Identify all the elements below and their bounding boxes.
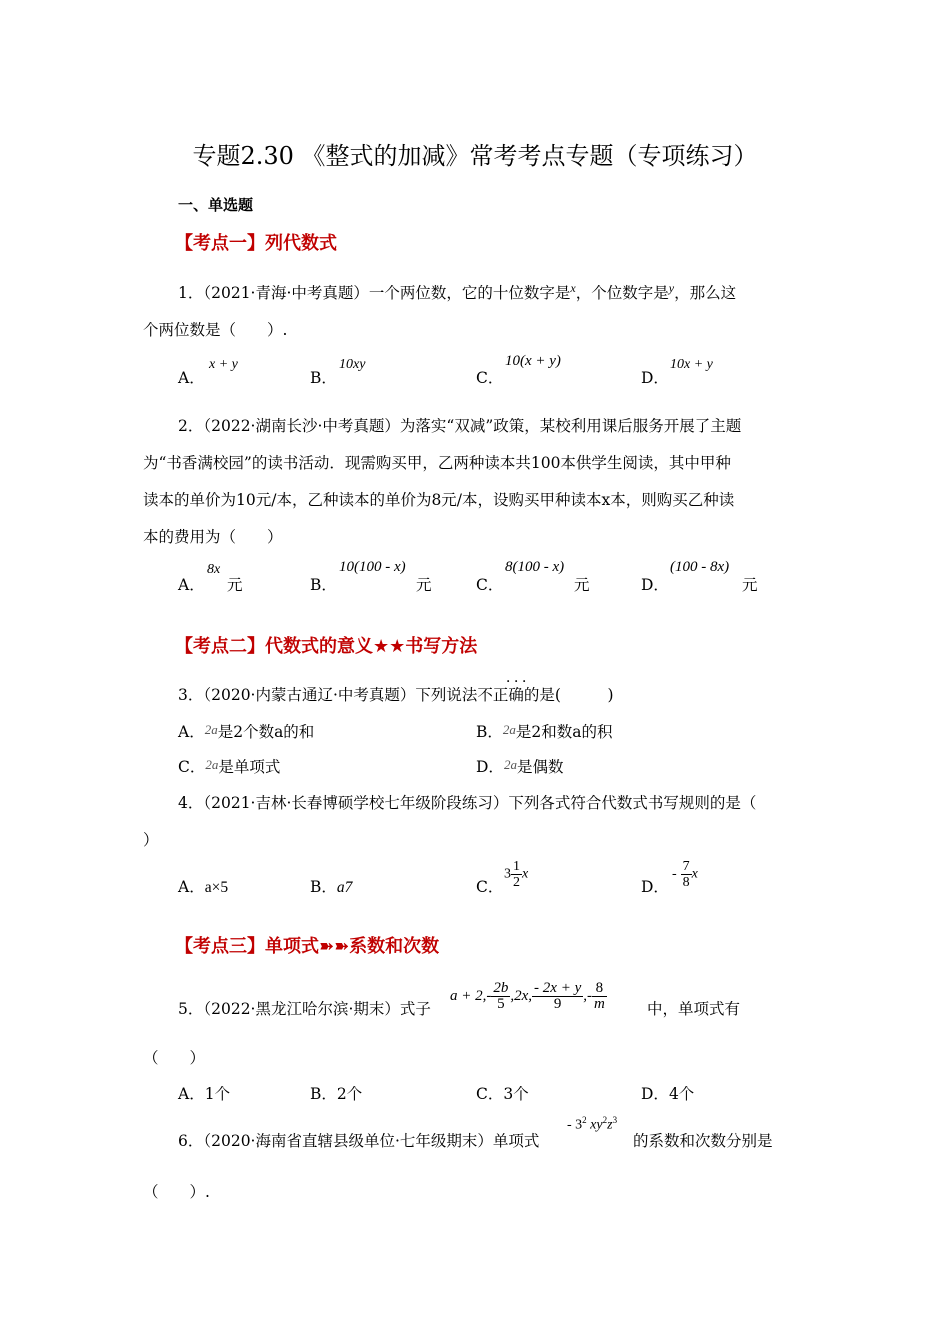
q4-c-var: x [522, 866, 529, 882]
q5-e2: ,2x, [510, 988, 533, 1004]
question-4-line-2: ） [143, 831, 159, 849]
question-2-line-3: 读本的单价为10元/本，乙种读本的单价为8元/本，设购买甲种读本x本，则购买乙种读 [143, 491, 735, 509]
q1-text-c: ，那么这 [674, 284, 737, 303]
q1-text-a: 1．（2021·青海·中考真题）一个两位数，它的十位数字是 [178, 284, 571, 303]
q4-option-b-expr: a7 [336, 879, 353, 896]
q3-option-c-expr: 2a [205, 757, 219, 772]
q2-option-b-unit: 元 [416, 576, 432, 594]
q2-option-a-expr: 8x [207, 562, 221, 577]
question-3-stem: 3．（2020·内蒙古通辽·中考真题）下列说法不正确的是( ) [178, 686, 614, 704]
q1-option-b-expr: 10xy [339, 357, 366, 372]
q4-option-a-expr: a×5 [204, 879, 229, 896]
q3-option-b-expr: 2a [502, 722, 516, 737]
question-2-line-1: 2．（2022·湖南长沙·中考真题）为落实“双减”政策，某校利用课后服务开展了主题 [178, 417, 742, 435]
q4-option-c-label[interactable]: C． [476, 878, 504, 896]
key-point-2-heading: 【考点二】代数式的意义★★书写方法 [175, 636, 478, 657]
q1-var-y: y [668, 281, 675, 295]
question-4-line-1: 4．（2021·吉林·长春博硕学校七年级阶段练习）下列各式符合代数式书写规则的是（ [178, 794, 757, 812]
q4-option-a[interactable] [178, 875, 228, 897]
q5-option-d-label: D． [641, 1085, 669, 1103]
q1-option-a-label[interactable]: A． [178, 369, 205, 387]
q1-var-x: x [570, 281, 576, 295]
q3-option-b-label: B． [476, 723, 503, 741]
q2-option-c-unit: 元 [574, 576, 590, 594]
q5-option-d-text: 4个 [668, 1085, 695, 1103]
q3-option-a-text: 是2个数a的和 [217, 723, 315, 741]
q1-option-b-label[interactable]: B． [310, 369, 337, 387]
question-1-line-2: 个两位数是（ ）. [143, 321, 288, 339]
q5-fraction-1 [491, 981, 510, 1012]
q5-f1-num: 2b [493, 980, 509, 996]
q3-option-c-label: C． [178, 758, 206, 776]
q2-option-d-label[interactable]: D． [641, 576, 669, 594]
q3-option-d[interactable] [476, 755, 563, 777]
q1-option-d-expr: 10x + y [670, 357, 713, 372]
q5-option-b-text: 2个 [336, 1085, 363, 1103]
q5-f3-num: 8 [592, 981, 607, 997]
key-point-1-heading: 【考点一】列代数式 [175, 233, 337, 254]
q6-monomial: - $3^2$ $xy^2z^3$ [567, 1115, 618, 1133]
q2-option-d-expr: (100 - 8x) [670, 559, 730, 575]
q2-option-b-label[interactable]: B． [310, 576, 337, 594]
q4-d-sign: - [672, 866, 677, 882]
q5-fraction-3 [592, 981, 607, 1012]
page-title: 专题2.30 《整式的加减》常考考点专题（专项练习） [192, 142, 758, 170]
q5-option-d[interactable] [641, 1082, 694, 1104]
question-2-line-4: 本的费用为（ ） [143, 528, 283, 546]
question-6-pre: 6．（2020·海南省直辖县级单位·七年级期末）单项式 [178, 1132, 540, 1150]
q5-option-a[interactable] [178, 1082, 230, 1104]
q5-option-a-label: A． [178, 1085, 205, 1103]
q5-expression [450, 981, 607, 1012]
q4-d-fraction [681, 859, 692, 890]
q5-option-c-label: C． [476, 1085, 504, 1103]
q3-option-d-text: 是偶数 [516, 758, 564, 776]
q3-option-c-text: 是单项式 [218, 758, 281, 776]
question-5-pre: 5．（2022·黑龙江哈尔滨·期末）式子 [178, 1000, 431, 1018]
question-6-line-2: （ ）. [143, 1183, 210, 1201]
question-5-line-2: （ ） [143, 1049, 206, 1067]
q3-emphasis-dots: ．．． [506, 670, 537, 686]
q5-e3: ,- [583, 988, 592, 1004]
question-6-post: 的系数和次数分别是 [633, 1132, 773, 1150]
q3-option-b[interactable] [476, 720, 613, 742]
q2-option-a-label[interactable]: A． [178, 576, 205, 594]
q4-c-num: 1 [513, 859, 520, 874]
q1-option-a-expr: x + y [209, 357, 238, 372]
q3-option-b-text: 是2和数a的积 [515, 723, 613, 741]
q1-option-c-expr: 10(x + y) [505, 353, 561, 369]
q3-option-c[interactable] [178, 755, 280, 777]
q5-option-c-text: 3个 [503, 1085, 529, 1103]
section-heading: 一、单选题 [178, 196, 254, 214]
q5-option-a-text: 1个 [204, 1085, 231, 1103]
q4-d-den: 8 [682, 875, 690, 890]
q4-option-d-expr [672, 859, 698, 890]
q3-option-d-expr: 2a [503, 757, 517, 772]
question-2-line-2: 为“书香满校园”的读书活动．现需购买甲，乙两种读本共100本供学生阅读，其中甲种 [143, 454, 731, 472]
q2-option-c-expr: 8(100 - x) [505, 559, 565, 575]
q2-option-a-unit: 元 [227, 576, 243, 594]
q5-f2-num: - 2x + y [534, 980, 582, 996]
q3-option-a[interactable] [178, 720, 314, 742]
q2-option-b-expr: 10(100 - x) [339, 559, 406, 575]
q4-d-var: x [691, 866, 698, 882]
q6-base: - 3 [567, 1117, 583, 1133]
q3-option-a-expr: 2a [204, 722, 218, 737]
q5-f3-den: m [593, 996, 605, 1012]
q1-option-c-label[interactable]: C． [476, 369, 504, 387]
q3-option-d-label: D． [476, 758, 504, 776]
q1-text-b: ，个位数字是 [575, 284, 669, 303]
q4-c-whole: 3 [504, 866, 511, 882]
q5-option-b[interactable] [310, 1082, 362, 1104]
question-5-post: 中，单项式有 [647, 1000, 741, 1018]
q1-option-d-label[interactable]: D． [641, 369, 669, 387]
q5-f1-den: 5 [497, 996, 505, 1012]
q5-e1: a + 2,- [450, 988, 492, 1004]
q2-option-d-unit: 元 [742, 576, 758, 594]
q4-option-a-label: A． [178, 878, 205, 896]
q4-option-b-label: B． [310, 878, 337, 896]
q5-f2-den: 9 [553, 996, 562, 1012]
q4-d-num: 7 [682, 859, 690, 874]
q4-option-c-expr [504, 859, 528, 890]
q4-c-fraction [511, 859, 522, 890]
q4-c-den: 2 [513, 875, 520, 890]
q4-option-b[interactable] [310, 875, 352, 897]
q5-option-b-label: B． [310, 1085, 337, 1103]
question-1-line-1 [178, 281, 736, 303]
q5-fraction-2 [532, 981, 583, 1012]
q2-option-c-label[interactable]: C． [476, 576, 504, 594]
key-point-3-heading: 【考点三】单项式➽➽系数和次数 [175, 936, 440, 957]
q3-option-a-label: A． [178, 723, 205, 741]
q5-option-c[interactable] [476, 1082, 529, 1104]
q4-option-d-label[interactable]: D． [641, 878, 669, 896]
